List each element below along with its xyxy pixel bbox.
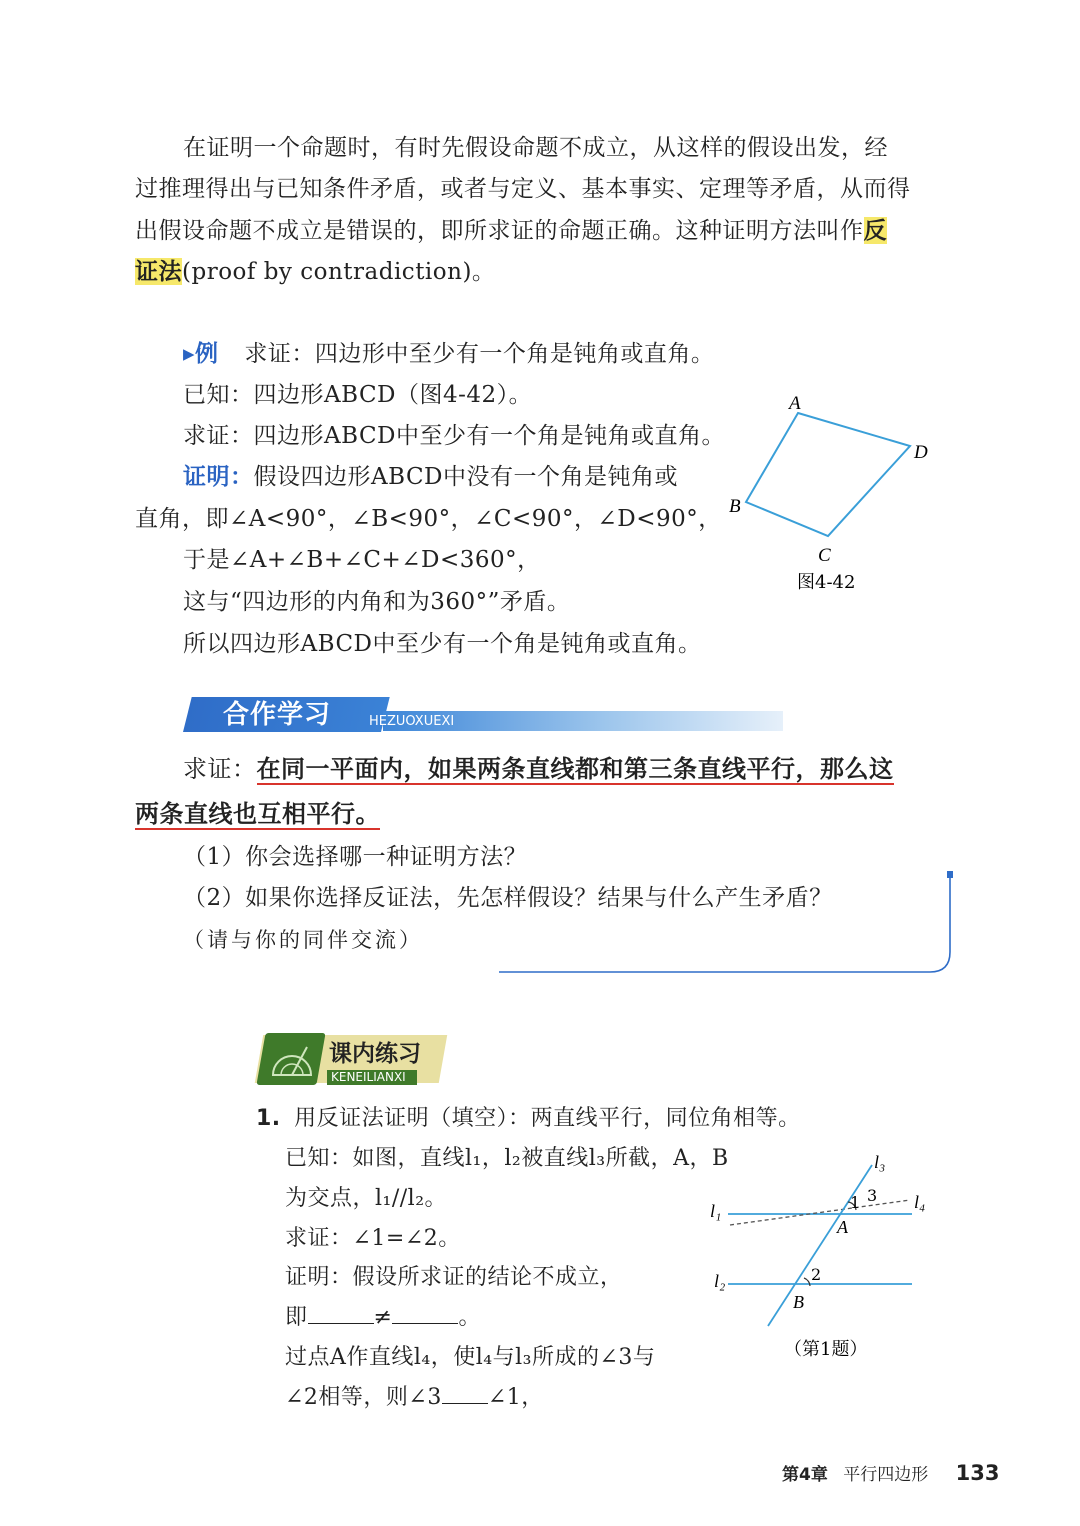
- label-l3: l₃: [874, 1152, 886, 1172]
- figure-q1-caption: （第1题）: [784, 1339, 868, 1360]
- practice-proof-4: [285, 1377, 544, 1418]
- label-a: A: [789, 393, 801, 414]
- example-given: 已知：四边形ABCD（图4-42）。: [183, 382, 533, 408]
- page-footer: [782, 1460, 1000, 1488]
- protractor-icon: [269, 1039, 315, 1079]
- practice-question: [256, 1098, 801, 1139]
- example-proof-line-2: 直角，即∠A<90°，∠B<90°，∠C<90°，∠D<90°，: [135, 506, 722, 532]
- page-number: 133: [955, 1461, 1000, 1485]
- coop-banner: [183, 697, 783, 735]
- practice-known-2: 为交点，l₁//l₂。: [285, 1186, 448, 1211]
- coop-prompt-line-2: [135, 794, 380, 835]
- coop-pinyin: HEZUOXUEXI: [369, 714, 455, 729]
- angle-label-2: 2: [811, 1265, 822, 1284]
- practice-proof-3: 过点A作直线l₄，使l₄与l₃所成的∠3与: [285, 1345, 656, 1370]
- practice-proof-2: [285, 1297, 481, 1338]
- example-marker: ▸例: [183, 341, 219, 367]
- practice-number: 1.: [256, 1106, 281, 1131]
- figure-quadrilateral: [720, 390, 940, 595]
- practice-known-1: 已知：如图，直线l₁，l₂被直线l₃所截，A，B: [285, 1146, 729, 1171]
- example-proof-line-3: 于是∠A+∠B+∠C+∠D<360°，: [183, 547, 541, 573]
- intro-line-3: [135, 210, 887, 252]
- label-b: B: [729, 496, 741, 517]
- coop-bracket-line: [495, 868, 960, 980]
- proof-text-1: 假设四边形ABCD中没有一个角是钝角或: [253, 464, 678, 490]
- intro-line-2: 过推理得出与已知条件矛盾，或者与定义、基本事实、定理等矛盾，从而得: [135, 176, 911, 202]
- practice-banner: [255, 1031, 447, 1087]
- label-c: C: [818, 545, 831, 566]
- practice-proof-1: 证明：假设所求证的结论不成立，: [285, 1265, 623, 1290]
- coop-prompt-prefix: 求证：: [183, 755, 257, 783]
- intro-line-1: 在证明一个命题时，有时先假设命题不成立，从这样的假设出发，经: [183, 135, 888, 161]
- coop-question-3: （请与你的同伴交流）: [183, 928, 423, 952]
- proof-4-text: ∠2相等，则∠3: [285, 1385, 442, 1410]
- example-prove: 求证：四边形ABCD中至少有一个角是钝角或直角。: [183, 423, 725, 449]
- not-equal-sign: ≠: [373, 1305, 393, 1330]
- angle-label-3: 3: [867, 1186, 878, 1205]
- blank-3[interactable]: [442, 1383, 488, 1404]
- practice-title: 课内练习: [329, 1041, 421, 1067]
- practice-question-text: 用反证法证明（填空）：两直线平行，同位角相等。: [294, 1106, 801, 1131]
- coop-question-1: （1）你会选择哪一种证明方法？: [183, 844, 528, 870]
- example-statement: 求证：四边形中至少有一个角是钝角或直角。: [244, 341, 715, 367]
- intro-line-3-text: 出假设命题不成立是错误的，即所求证的命题正确。这种证明方法叫作: [135, 218, 864, 244]
- example-statement-line: [183, 334, 714, 375]
- label-b: B: [793, 1292, 804, 1312]
- term-english: (proof by contradiction)。: [182, 259, 496, 285]
- blank-1[interactable]: [308, 1303, 374, 1324]
- bracket-end-marker: [947, 871, 953, 878]
- line-l3: [768, 1165, 872, 1326]
- coop-prompt-bold-2: 两条直线也互相平行。: [135, 800, 380, 828]
- term-highlight-1: 反: [863, 217, 887, 244]
- practice-prove: 求证：∠1=∠2。: [285, 1226, 461, 1251]
- figure-parallel-lines: [700, 1150, 940, 1365]
- term-highlight-2: 证法: [135, 258, 182, 285]
- example-proof-line-4: 这与“四边形的内角和为360°”矛盾。: [183, 589, 571, 615]
- footer-chapter: 第4章: [782, 1465, 828, 1485]
- proof-4-end: ∠1，: [487, 1385, 544, 1410]
- example-proof-line-1: [183, 457, 678, 498]
- intro-line-4: [135, 251, 495, 293]
- line-l4: [730, 1200, 910, 1225]
- quadrilateral-shape: [746, 413, 910, 536]
- proof-ie: 即: [285, 1305, 308, 1330]
- coop-prompt-line-1: [183, 749, 894, 790]
- example-proof-line-5: 所以四边形ABCD中至少有一个角是钝角或直角。: [183, 631, 702, 657]
- label-a: A: [837, 1217, 848, 1237]
- label-l4: l₄: [914, 1192, 926, 1212]
- practice-pinyin: KENEILIANXI: [331, 1070, 406, 1084]
- label-d: D: [914, 442, 928, 463]
- coop-title: 合作学习: [223, 700, 332, 730]
- footer-title: 平行四边形: [843, 1465, 929, 1485]
- label-l2: l₂: [714, 1271, 726, 1291]
- blank-2[interactable]: [392, 1303, 458, 1324]
- proof-label: 证明：: [183, 464, 254, 490]
- bracket-path: [499, 878, 950, 972]
- figure-caption: 图4-42: [797, 572, 856, 593]
- coop-prompt-bold-1: 在同一平面内，如果两条直线都和第三条直线平行，那么这: [256, 755, 894, 783]
- proof-period: 。: [458, 1305, 481, 1330]
- coop-question-2: （2）如果你选择反证法，先怎样假设？结果与什么产生矛盾？: [183, 885, 833, 911]
- angle-label-1: 1: [850, 1193, 861, 1212]
- label-l1: l₁: [710, 1201, 722, 1221]
